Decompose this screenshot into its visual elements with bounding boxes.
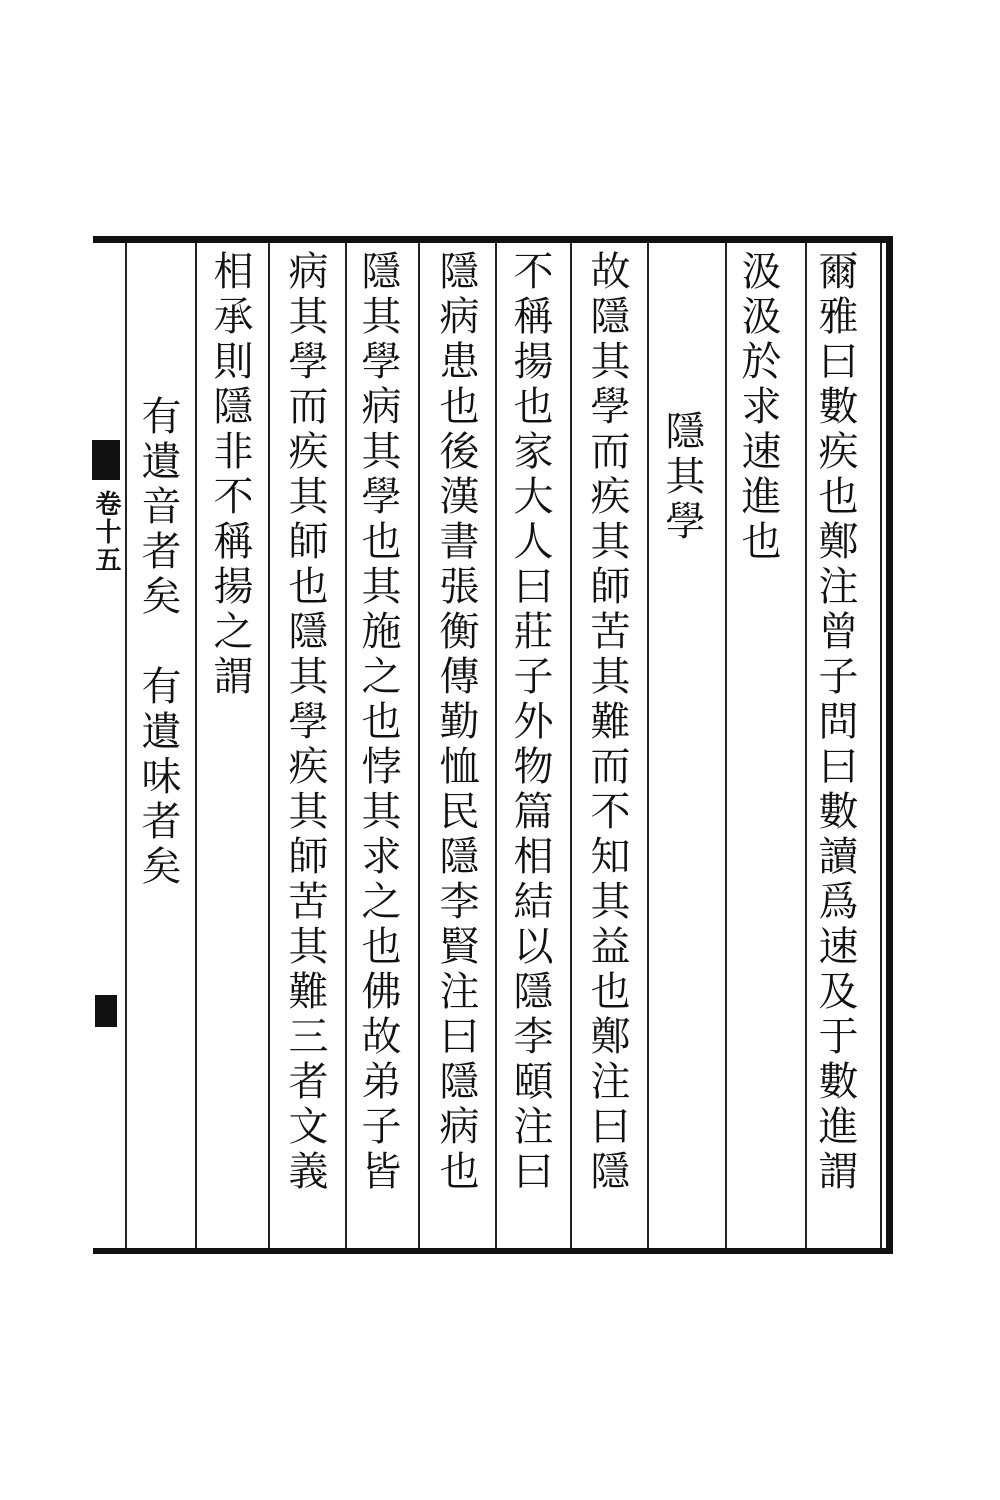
text-column: 相承則隱非不稱揚之謂 — [207, 250, 253, 700]
text-column: 故隱其學而疾其師苦其難而不知其益也鄭注曰隱 — [584, 250, 630, 1195]
column-rule — [805, 243, 807, 1248]
column-rule — [880, 243, 882, 1248]
column-rule — [725, 243, 727, 1248]
column-rule — [418, 243, 420, 1248]
column-rule — [125, 243, 127, 1248]
column-rule — [570, 243, 572, 1248]
text-column: 病其學而疾其師也隱其學疾其師苦其難三者文義 — [282, 250, 328, 1195]
column-rule — [647, 243, 649, 1248]
column-rule — [345, 243, 347, 1248]
text-column: 隱其學 — [659, 410, 705, 545]
column-rule — [495, 243, 497, 1248]
text-column: 不稱揚也家大人曰莊子外物篇相結以隱李頤注曰 — [507, 250, 553, 1195]
text-column: 爾雅曰數疾也鄭注曾子問曰數讀爲速及于數進謂 — [812, 250, 858, 1195]
text-column: 隱其學病其學也其施之也悖其求之也佛故弟子皆 — [355, 250, 401, 1195]
text-column: 汲汲於求速進也 — [735, 250, 781, 565]
column-rule — [268, 243, 270, 1248]
column-rule — [195, 243, 197, 1248]
text-column: 隱病患也後漢書張衡傳勤恤民隱李賢注曰隱病也 — [433, 250, 479, 1195]
text-column: 有遺音者矣 有遺味者矣 — [135, 395, 181, 890]
margin-block — [95, 995, 117, 1027]
margin-block — [92, 440, 120, 480]
margin-label: 卷十五 — [91, 490, 121, 574]
